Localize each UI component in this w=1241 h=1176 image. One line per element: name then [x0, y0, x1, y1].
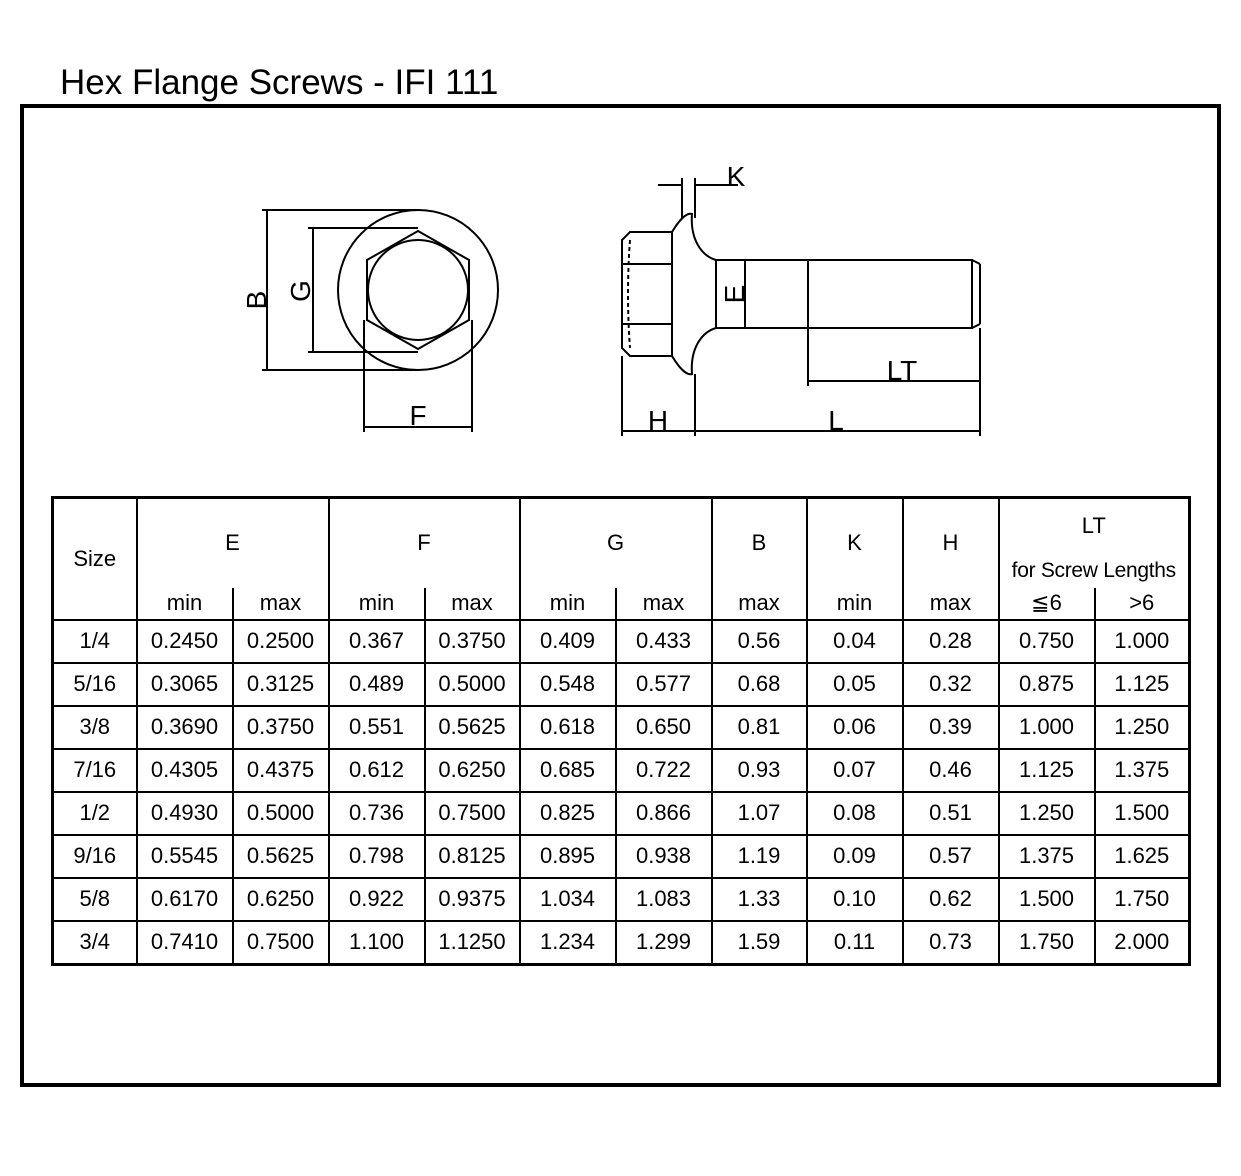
value-cell: 0.28 — [903, 620, 999, 663]
value-cell: 1.000 — [1095, 620, 1190, 663]
value-cell: 0.938 — [616, 835, 712, 878]
label-g: G — [285, 280, 316, 302]
subheader-cell: min — [137, 588, 233, 620]
value-cell: 1.07 — [712, 792, 807, 835]
label-h: H — [647, 405, 669, 436]
subheader-cell: min — [807, 588, 903, 620]
size-cell: 1/2 — [53, 792, 137, 835]
header-k: K — [807, 498, 903, 588]
value-cell: 1.500 — [999, 878, 1095, 921]
page-title: Hex Flange Screws - IFI 111 — [60, 63, 499, 102]
table-row — [53, 706, 1190, 749]
label-b: B — [241, 290, 272, 310]
size-cell: 5/16 — [53, 663, 137, 706]
header-size: Size — [53, 498, 137, 620]
value-cell: 0.06 — [807, 706, 903, 749]
value-cell: 0.875 — [999, 663, 1095, 706]
value-cell: 0.3750 — [233, 706, 329, 749]
value-cell: 1.750 — [1095, 878, 1190, 921]
label-f: F — [409, 400, 427, 431]
value-cell: 1.375 — [999, 835, 1095, 878]
size-cell: 3/4 — [53, 921, 137, 965]
value-cell: 0.73 — [903, 921, 999, 965]
value-cell: 0.68 — [712, 663, 807, 706]
washer-face-circle — [368, 240, 468, 340]
subheader-cell: min — [520, 588, 616, 620]
value-cell: 0.08 — [807, 792, 903, 835]
dimensions-table — [51, 496, 1191, 966]
label-e: E — [719, 284, 750, 304]
value-cell: 0.3690 — [137, 706, 233, 749]
value-cell: 0.798 — [329, 835, 425, 878]
value-cell: 0.07 — [807, 749, 903, 792]
value-cell: 2.000 — [1095, 921, 1190, 965]
value-cell: 1.59 — [712, 921, 807, 965]
value-cell: 0.5000 — [425, 663, 520, 706]
value-cell: 0.10 — [807, 878, 903, 921]
value-cell: 0.2450 — [137, 620, 233, 663]
subheader-cell: max — [425, 588, 520, 620]
value-cell: 0.6250 — [425, 749, 520, 792]
value-cell: 0.3065 — [137, 663, 233, 706]
header-h: H — [903, 498, 999, 588]
value-cell: 1.375 — [1095, 749, 1190, 792]
subheader-cell: max — [903, 588, 999, 620]
table-row — [53, 749, 1190, 792]
header-b: B — [712, 498, 807, 588]
value-cell: 0.722 — [616, 749, 712, 792]
value-cell: 0.685 — [520, 749, 616, 792]
value-cell: 0.433 — [616, 620, 712, 663]
flange-circle — [338, 210, 498, 370]
value-cell: 1.1250 — [425, 921, 520, 965]
label-k: K — [726, 161, 746, 192]
size-cell: 1/4 — [53, 620, 137, 663]
value-cell: 0.577 — [616, 663, 712, 706]
table-row — [53, 921, 1190, 965]
value-cell: 1.234 — [520, 921, 616, 965]
value-cell: 1.750 — [999, 921, 1095, 965]
value-cell: 0.93 — [712, 749, 807, 792]
header-f: F — [329, 498, 520, 588]
value-cell: 0.09 — [807, 835, 903, 878]
value-cell: 0.4305 — [137, 749, 233, 792]
value-cell: 0.618 — [520, 706, 616, 749]
value-cell: 0.39 — [903, 706, 999, 749]
value-cell: 0.32 — [903, 663, 999, 706]
table-row — [53, 835, 1190, 878]
value-cell: 0.489 — [329, 663, 425, 706]
value-cell: 0.5545 — [137, 835, 233, 878]
value-cell: 1.100 — [329, 921, 425, 965]
subheader-cell: max — [616, 588, 712, 620]
value-cell: 0.3750 — [425, 620, 520, 663]
value-cell: 1.33 — [712, 878, 807, 921]
value-cell: 0.5000 — [233, 792, 329, 835]
technical-drawing — [0, 0, 1241, 500]
subheader-cell: ≦6 — [999, 588, 1095, 620]
label-l: L — [828, 405, 844, 436]
table-row — [53, 878, 1190, 921]
label-lt: LT — [886, 355, 918, 386]
hex-head — [367, 231, 469, 349]
value-cell: 0.8125 — [425, 835, 520, 878]
table-row — [53, 663, 1190, 706]
size-cell: 9/16 — [53, 835, 137, 878]
top-view — [262, 210, 498, 432]
value-cell: 0.367 — [329, 620, 425, 663]
value-cell: 0.3125 — [233, 663, 329, 706]
value-cell: 0.825 — [520, 792, 616, 835]
value-cell: 0.4375 — [233, 749, 329, 792]
value-cell: 0.11 — [807, 921, 903, 965]
value-cell: 1.125 — [1095, 663, 1190, 706]
subheader-cell: max — [233, 588, 329, 620]
value-cell: 1.000 — [999, 706, 1095, 749]
value-cell: 0.62 — [903, 878, 999, 921]
header-lt-title: LT — [1081, 513, 1106, 539]
value-cell: 1.500 — [1095, 792, 1190, 835]
value-cell: 0.5625 — [233, 835, 329, 878]
value-cell: 0.4930 — [137, 792, 233, 835]
value-cell: 0.866 — [616, 792, 712, 835]
value-cell: 0.650 — [616, 706, 712, 749]
size-cell: 3/8 — [53, 706, 137, 749]
value-cell: 0.56 — [712, 620, 807, 663]
header-lt-subtitle: for Screw Lengths — [1011, 559, 1176, 583]
value-cell: 0.409 — [520, 620, 616, 663]
header-g: G — [520, 498, 712, 588]
value-cell: 0.7500 — [425, 792, 520, 835]
value-cell: 1.125 — [999, 749, 1095, 792]
header-lt — [999, 498, 1190, 588]
table-body — [53, 620, 1190, 965]
value-cell: 1.19 — [712, 835, 807, 878]
value-cell: 0.04 — [807, 620, 903, 663]
subheader-cell: >6 — [1095, 588, 1190, 620]
value-cell: 0.551 — [329, 706, 425, 749]
value-cell: 0.612 — [329, 749, 425, 792]
value-cell: 0.46 — [903, 749, 999, 792]
value-cell: 0.6170 — [137, 878, 233, 921]
subheader-cell: min — [329, 588, 425, 620]
value-cell: 0.548 — [520, 663, 616, 706]
value-cell: 0.7500 — [233, 921, 329, 965]
value-cell: 0.736 — [329, 792, 425, 835]
value-cell: 1.625 — [1095, 835, 1190, 878]
value-cell: 1.250 — [999, 792, 1095, 835]
header-e: E — [137, 498, 329, 588]
value-cell: 1.034 — [520, 878, 616, 921]
subheader-cell: max — [712, 588, 807, 620]
value-cell: 0.5625 — [425, 706, 520, 749]
value-cell: 1.250 — [1095, 706, 1190, 749]
value-cell: 0.2500 — [233, 620, 329, 663]
value-cell: 1.299 — [616, 921, 712, 965]
size-cell: 7/16 — [53, 749, 137, 792]
value-cell: 0.895 — [520, 835, 616, 878]
value-cell: 0.750 — [999, 620, 1095, 663]
value-cell: 0.51 — [903, 792, 999, 835]
value-cell: 0.6250 — [233, 878, 329, 921]
table-row — [53, 792, 1190, 835]
value-cell: 0.9375 — [425, 878, 520, 921]
size-cell: 5/8 — [53, 878, 137, 921]
value-cell: 0.57 — [903, 835, 999, 878]
thread-section — [808, 260, 972, 328]
flange-side — [672, 214, 716, 375]
value-cell: 0.922 — [329, 878, 425, 921]
side-view — [622, 178, 980, 436]
value-cell: 0.05 — [807, 663, 903, 706]
value-cell: 0.7410 — [137, 921, 233, 965]
table-row — [53, 620, 1190, 663]
value-cell: 0.81 — [712, 706, 807, 749]
value-cell: 1.083 — [616, 878, 712, 921]
